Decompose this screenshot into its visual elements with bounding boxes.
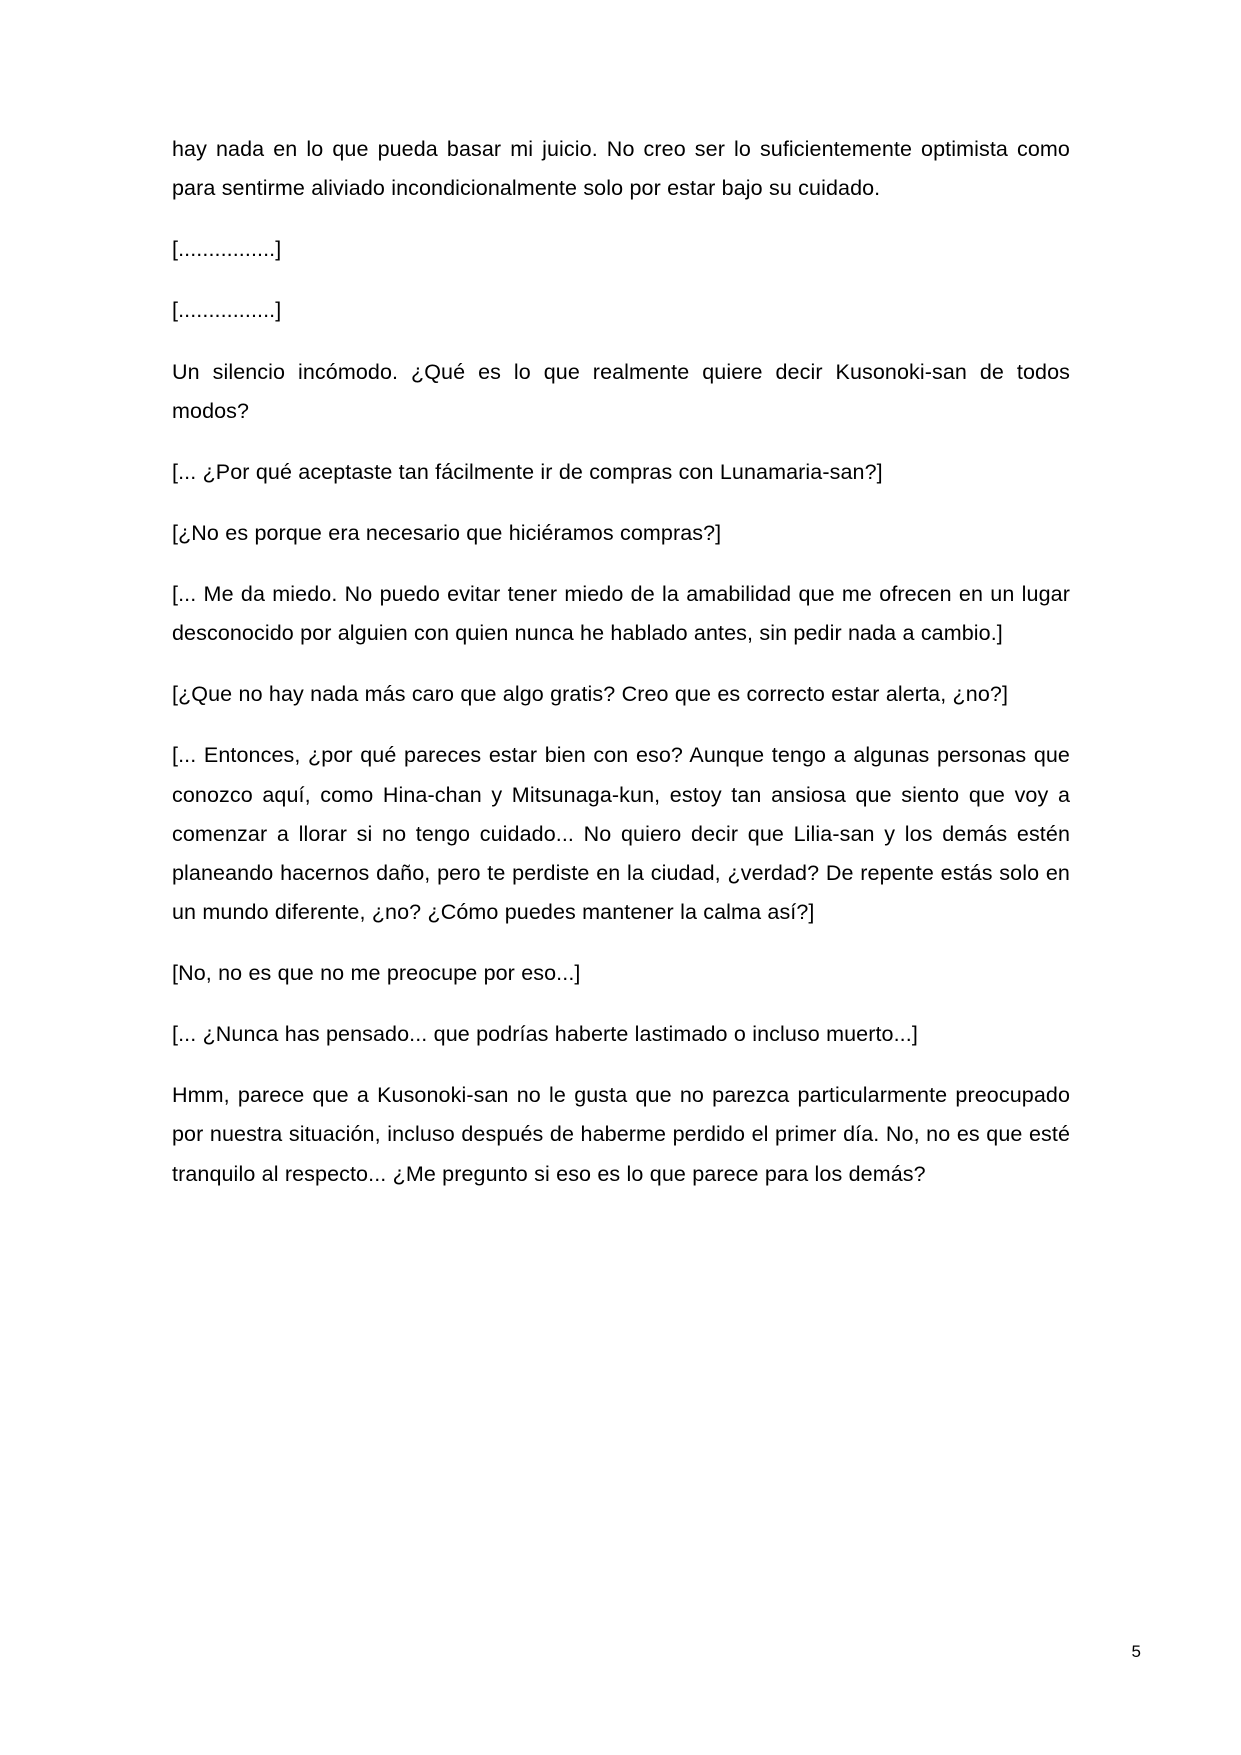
paragraph: Un silencio incómodo. ¿Qué es lo que realmente quiere decir Kusonoki-san de todos modos? bbox=[172, 359, 1070, 423]
paragraph: hay nada en lo que pueda basar mi juicio. No creo ser lo suficientemente optimista como para sentirme aliviado incondicionalmente solo por estar bajo su cuidado. bbox=[172, 137, 1070, 201]
page-text-body bbox=[172, 130, 1070, 1194]
paragraph: [................] bbox=[172, 237, 282, 262]
paragraph: Hmm, parece que a Kusonoki-san no le gusta que no parezca particularmente preocupado por nuestra situación, incluso después de haberme perdido el primer día. No, no es que esté tranquilo al respecto... ¿Me pregunto si eso es lo que parece para los demás? bbox=[172, 1083, 1070, 1186]
page-number: 5 bbox=[1131, 1642, 1141, 1661]
paragraph: [¿No es porque era necesario que hiciéramos compras?] bbox=[172, 520, 722, 545]
paragraph: [... Me da miedo. No puedo evitar tener miedo de la amabilidad que me ofrecen en un lugar desconocido por alguien con quien nunca he hablado antes, sin pedir nada a cambio.] bbox=[172, 582, 1070, 646]
paragraph: [¿Que no hay nada más caro que algo gratis? Creo que es correcto estar alerta, ¿no?] bbox=[172, 682, 1009, 707]
paragraph: [... Entonces, ¿por qué pareces estar bien con eso? Aunque tengo a algunas personas que conozco aquí, como Hina-chan y Mitsunaga-kun, estoy tan ansiosa que siento que voy a comenzar a llorar si no tengo cuidado... No quiero decir que Lilia-san y los demás estén planeando hacernos daño, pero te perdiste en la ciudad, ¿verdad? De repente estás solo en un mundo diferente, ¿no? ¿Cómo puedes mantener la calma así?] bbox=[172, 743, 1070, 924]
paragraph: [... ¿Nunca has pensado... que podrías haberte lastimado o incluso muerto...] bbox=[172, 1022, 918, 1047]
paragraph: [................] bbox=[172, 298, 282, 323]
paragraph: [... ¿Por qué aceptaste tan fácilmente ir de compras con Lunamaria-san?] bbox=[172, 459, 883, 484]
paragraph: [No, no es que no me preocupe por eso...] bbox=[172, 961, 581, 985]
